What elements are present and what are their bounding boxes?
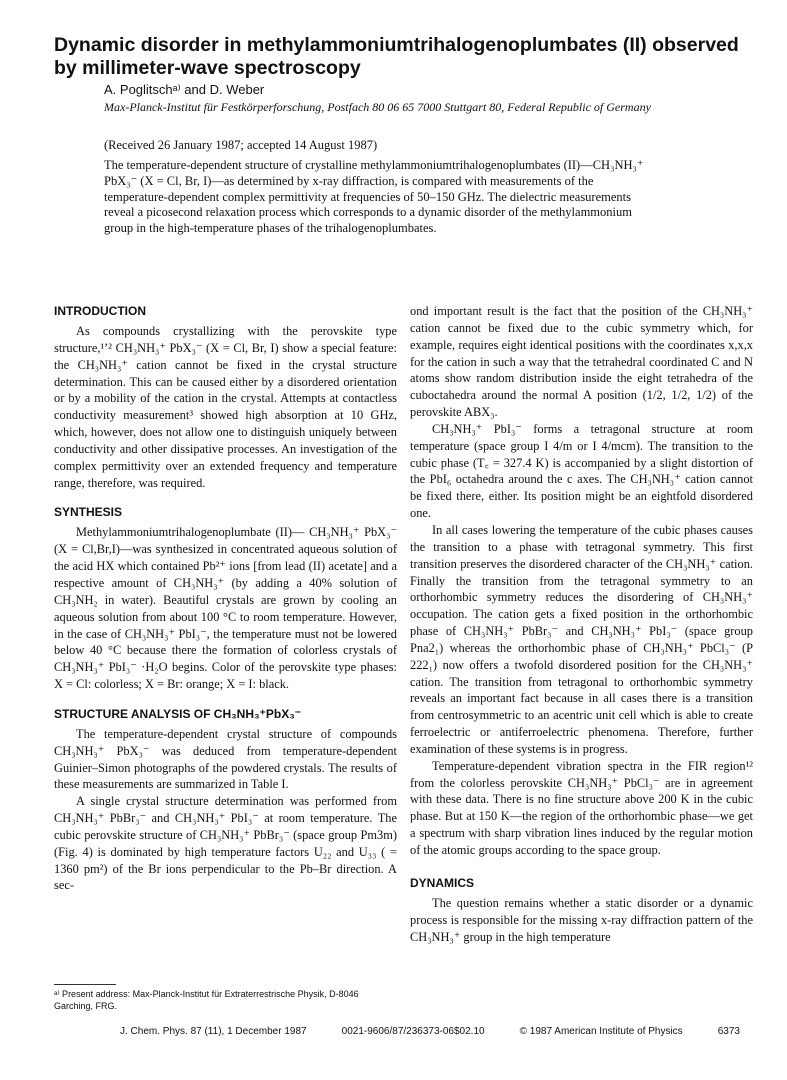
phase-transition-paragraph: In all cases lowering the temperature of the cubic phases causes the transition to a phase with tetragonal symmetry. This first transition preserves the disordered character of the CH₃NH₃⁺ cation. Finally the transition from the tetragonal symmetry to an orthorhombic symmetry reduces the disordering of CH₃NH₃⁺ occupation. The cation gets a fixed position in the orthorhombic phase of CH₃NH₃⁺ PbBr₃⁻ and CH₃NH₃⁺ PbI₃⁻ (space group Pna2₁) whereas the orthorhombic phase of CH₃NH₃⁺ PbCl₃⁻ (P 222₁) now offers a twofold disordered position for the CH₃NH₃⁺ cation. The transition from tetragonal to orthorhombic symmetry reveals an important fact because in all cases there is a transition from centrosymmetric to an acentric unit cell which is able to create ferroelectric or antiferroelectric phenomena. Therefore, further examination of these systems is in progress. [410,522,753,756]
synthesis-heading: SYNTHESIS [54,505,123,520]
author-affiliation: Max-Planck-Institut für Festkörperforschung, Postfach 80 06 65 7000 Stuttgart 80, Federal Republic of Germany [104,100,651,114]
introduction-heading: INTRODUCTION [54,304,146,318]
abstract: The temperature-dependent structure of crystalline methylammoniumtrihalogenoplumbates (II)—CH₃NH₃⁺ PbX₃⁻ (X = Cl, Br, I)—as determined by x-ray diffraction, is compared with measurements of the temperature-dependent complex permittivity at frequencies of 50–150 GHz. The dielectric measurements reveal a picosecond relaxation process which corresponds to a dynamic disorder of the methylammonium group in the high-temperature phases of the trihalogenoplumbates. [104,158,644,236]
synthesis-paragraph: Methylammoniumtrihalogenoplumbate (II)— CH₃NH₃⁺ PbX₃⁻ (X = Cl,Br,I)—was synthesized in concentrated aqueous solution of the acid HX which contained Pb²⁺ ions [from lead (II) acetate] and a respective amount of CH₃NH₃⁺ (by adding a 40% solution of CH₃NH₂ in water). Beautiful crystals are grown by cooling an aqueous solution from about 100 °C to room temperature. However, in the case of CH₃NH₃⁺ PbI₃⁻, the temperature must not be lowered below 40 °C because there the formation of colorless crystals of CH₃NH₃⁺ PbI₃⁻ ·H₂O begins. Color of the perovskite type phases: X = Cl: colorless; X = Br: orange; X = I: black. [54,525,397,692]
structure-analysis-heading: STRUCTURE ANALYSIS OF CH₃NH₃⁺PbX₃⁻ [54,706,302,721]
continued-paragraph: ond important result is the fact that the position of the CH₃NH₃⁺ cation cannot be fixed due to the cubic symmetry which, for example, requires eight identical positions with the coordinates x,x,x for the cation in such a way that the tetrahedral coordinated C and N atoms show random distribution inside the eight tetrahedra of the cuboctahedra around the normal A position (1/2, 1/2, 1/2) of the perovskite ABX₃. [410,304,753,420]
footnote-divider [54,984,116,985]
tetragonal-paragraph: CH₃NH₃⁺ PbI₃⁻ forms a tetragonal structure at room temperature (space group I 4/m or I 4/mcm). The transition to the cubic phase (T꜀ = 327.4 K) is accompanied by a slight distortion of the PbI₆ octahedra around the c axes. The CH₃NH₃⁺ cation cannot be fixed there, either. Its position might be an eightfold disordered one. [410,421,753,521]
structure-paragraph-1: The temperature-dependent crystal structure of compounds CH₃NH₃⁺ PbX₃⁻ was deduced from temperature-dependent Guinier–Simon photographs of the powdered crystals. The results of these measurements are summarized in Table I. [54,726,397,792]
paper-authors: A. Poglitschᵃ⁾ and D. Weber [104,82,265,97]
right-column [410,303,753,945]
vibration-spectra-paragraph: Temperature-dependent vibration spectra in the FIR region¹² from the colorless perovskite CH₃NH₃⁺ PbCl₃⁻ are in agreement with these data. There is no fine structure above 200 K in the cubic phase. But at 150 K—the region of the orthorhombic phase—we get a spectrum with sharp vibration lines induced by the regular motion of the atomic groups according to the space group. [410,758,753,857]
left-column [54,303,397,894]
received-dates: (Received 26 January 1987; accepted 14 August 1987) [104,138,378,152]
copyright-notice: © 1987 American Institute of Physics [519,1026,683,1037]
journal-citation: J. Chem. Phys. 87 (11), 1 December 1987 [120,1026,307,1037]
page-number: 6373 [717,1026,740,1037]
dynamics-heading: DYNAMICS [410,875,475,890]
structure-paragraph-2: A single crystal structure determination was performed from CH₃NH₃⁺ PbBr₃⁻ and CH₃NH₃⁺ PbI₃⁻ at room temperature. The cubic perovskite structure of CH₃NH₃⁺ PbBr₃⁻ (space group Pm3m) (Fig. 4) is dominated by high temperature factors U₂₂ and U₃₃ ( = 1360 pm²) of the Br ions perpendicular to the Pb–Br direction. A sec- [54,794,397,893]
introduction-paragraph: As compounds crystallizing with the perovskite type structure,¹ʼ² CH₃NH₃⁺ PbX₃⁻ (X = Cl, Br, I) show a special feature: the CH₃NH₃⁺ cation cannot be fixed in the crystal structure determination. This can be caused either by a disordered orientation or by a mobility of the cation in the crystal. Attempts at contactless conductivity measurement³ showed high absorption at 10 GHz, which, however, does not allow one to distinguish uniquely between conductivity and other dissipative processes. An investigation of the complex permittivity over an extended frequency and temperature range, therefore, was required. [54,324,397,490]
page-footer [120,1026,740,1038]
dynamics-paragraph: The question remains whether a static disorder or a dynamic process is responsible for the missing x-ray diffraction pattern of the CH₃NH₃⁺ group in the high temperature [410,895,753,944]
article-code: 0021-9606/87/236373-06$02.10 [341,1026,485,1037]
paper-title: Dynamic disorder in methylammoniumtrihalogenoplumbates (II) observed by millimeter-wave spectroscopy [54,34,739,79]
footnote: ᵃ⁾ Present address: Max-Planck-Institut für Extraterrestrische Physik, D-8046 Garching, FRG. [54,989,359,1011]
